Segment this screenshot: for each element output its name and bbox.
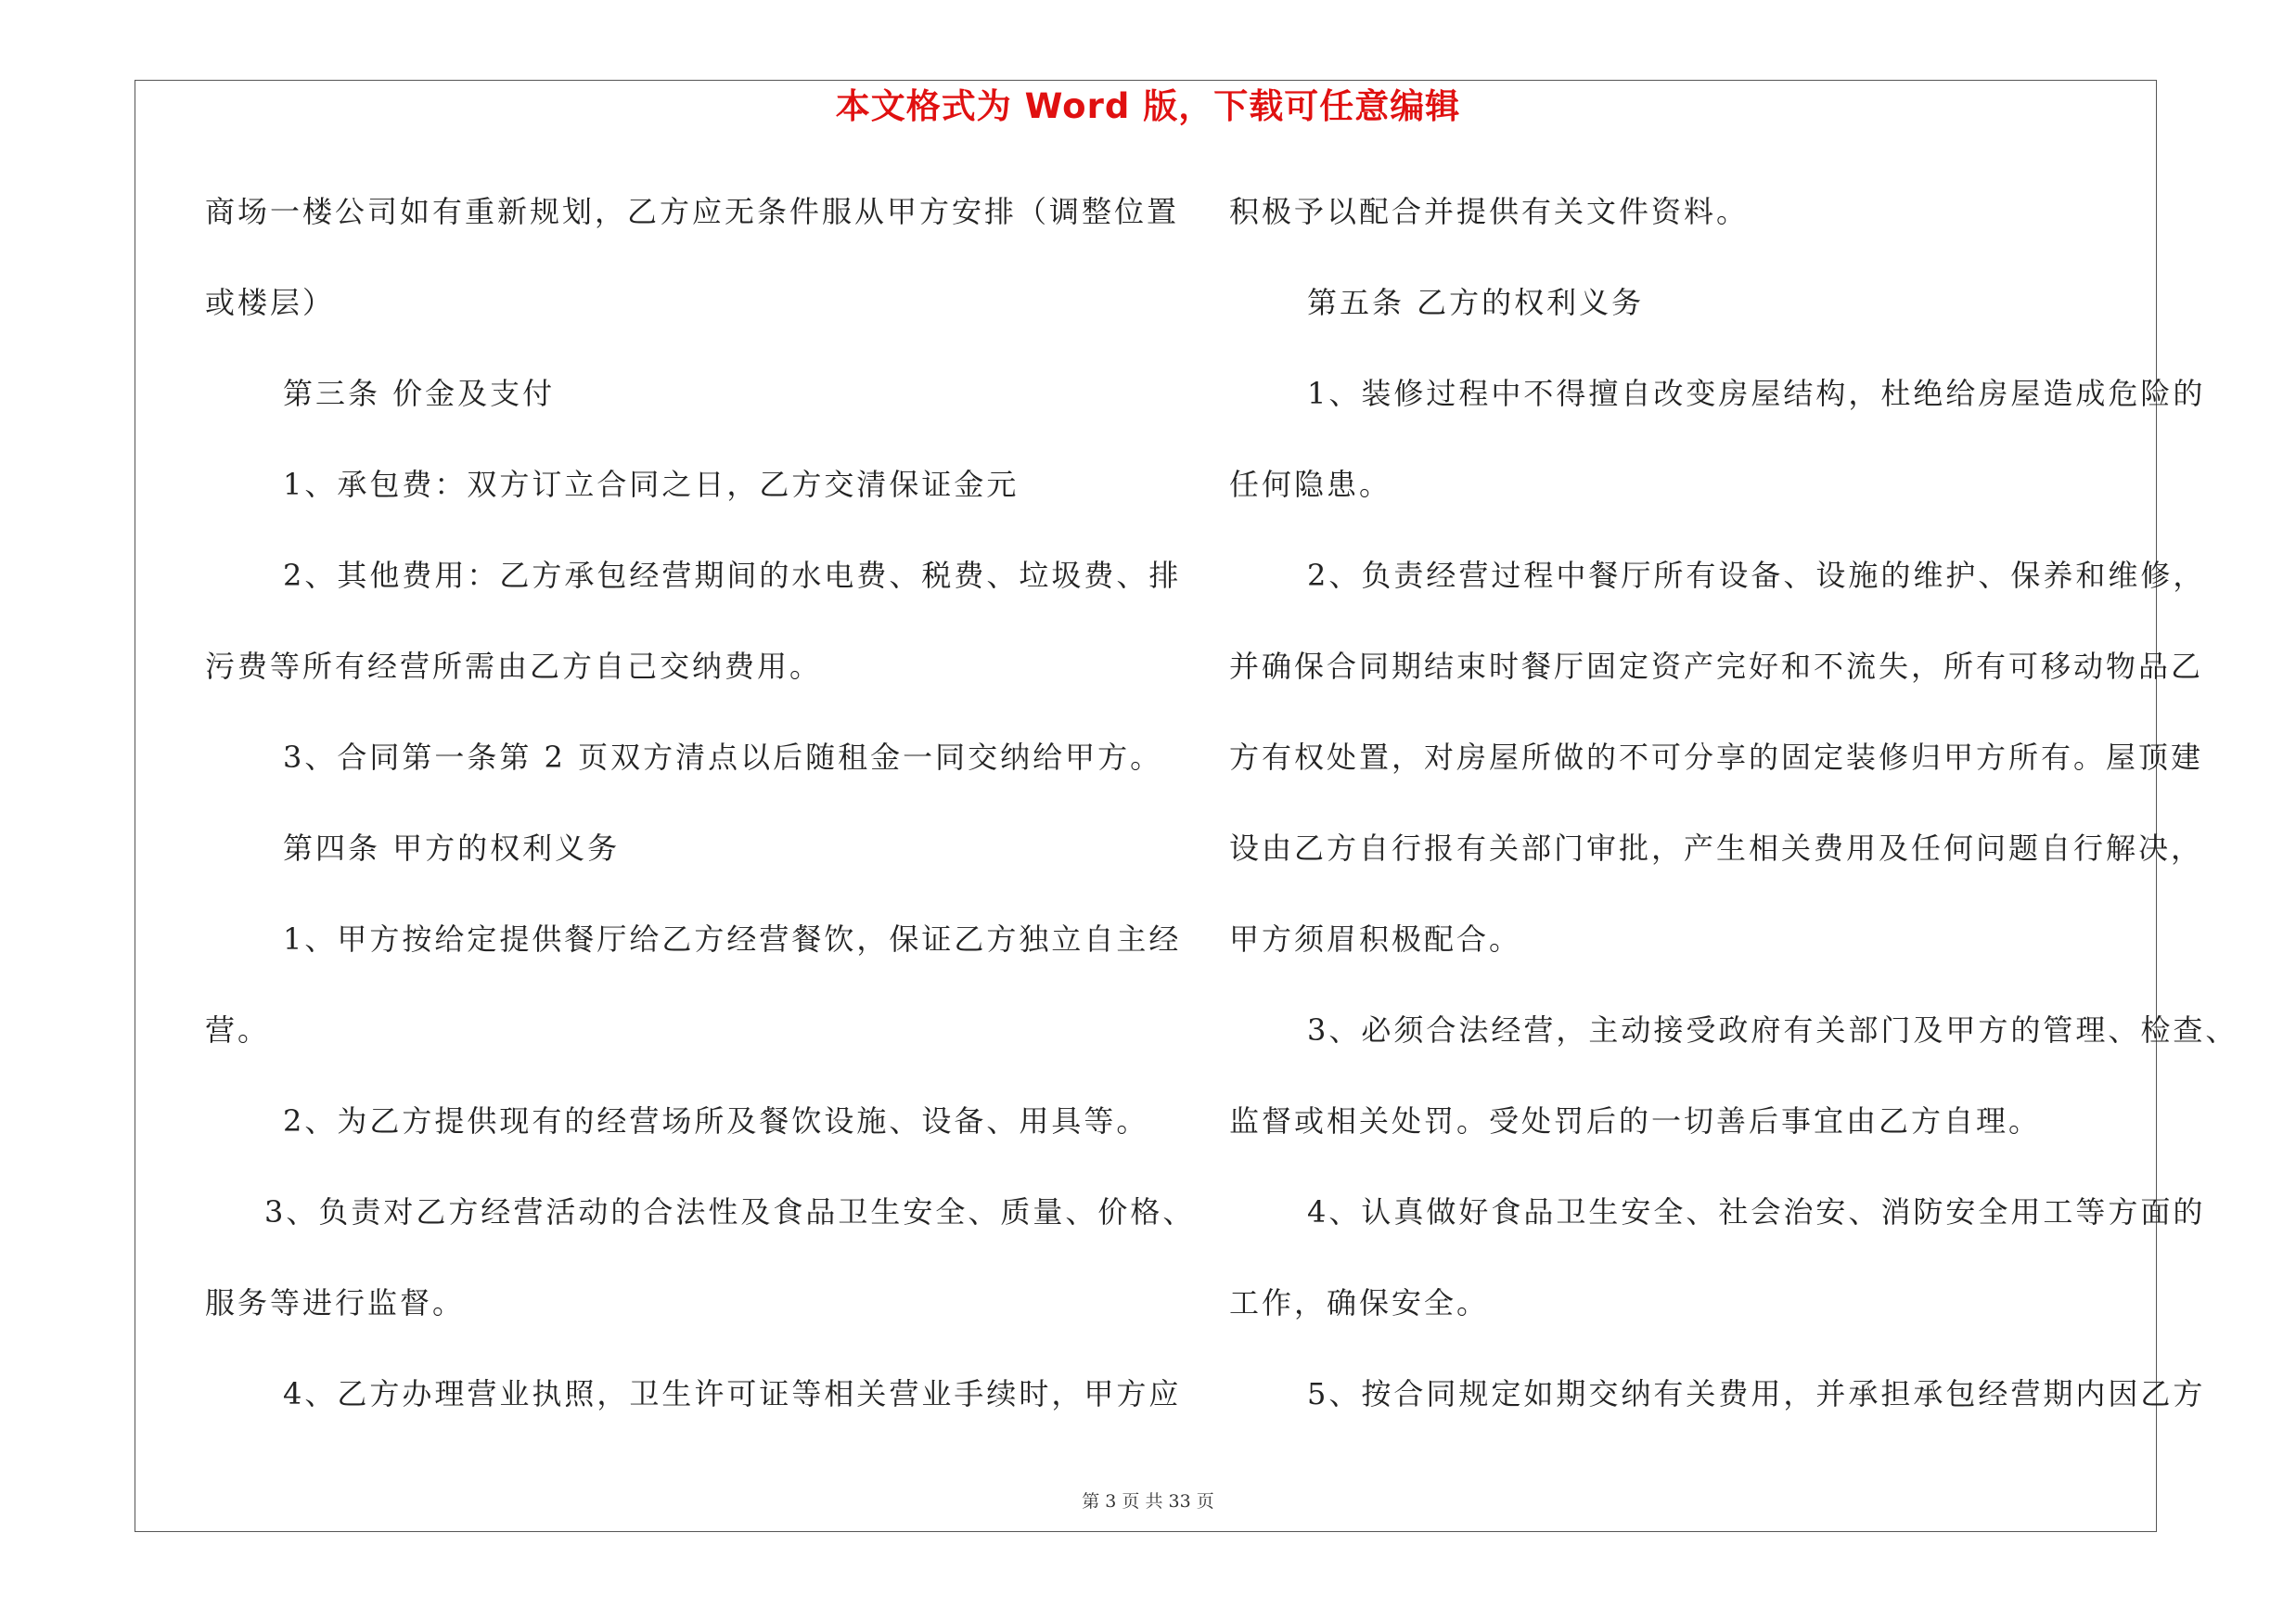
left-text-line: 1、承包费：双方订立合同之日，乙方交清保证金元	[283, 467, 1020, 502]
right-text-line: 积极予以配合并提供有关文件资料。	[1229, 194, 1750, 229]
left-text-line: 3、合同第一条第 2 页双方清点以后随租金一同交纳给甲方。	[283, 740, 1163, 775]
right-text-line: 第五条 乙方的权利义务	[1307, 285, 1645, 320]
right-text-line: 1、装修过程中不得擅自改变房屋结构，杜绝给房屋造成危险的	[1307, 376, 2206, 411]
right-text-line: 4、认真做好食品卫生安全、社会治安、消防安全用工等方面的	[1307, 1194, 2206, 1230]
left-text-line: 2、为乙方提供现有的经营场所及餐饮设施、设备、用具等。	[283, 1103, 1149, 1139]
right-text-line: 设由乙方自行报有关部门审批，产生相关费用及任何问题自行解决，	[1229, 831, 2204, 866]
right-text-line: 并确保合同期结束时餐厅固定资产完好和不流失，所有可移动物品乙	[1229, 649, 2204, 684]
left-text-line: 2、其他费用：乙方承包经营期间的水电费、税费、垃圾费、排	[283, 558, 1182, 593]
left-text-line: 3、负责对乙方经营活动的合法性及食品卫生安全、质量、价格、	[264, 1194, 1196, 1230]
left-text-line: 第四条 甲方的权利义务	[283, 831, 621, 866]
right-text-line: 方有权处置，对房屋所做的不可分享的固定装修归甲方所有。屋顶建	[1229, 740, 2204, 775]
left-text-line: 或楼层）	[205, 285, 336, 320]
right-text-line: 5、按合同规定如期交纳有关费用，并承担承包经营期内因乙方	[1307, 1376, 2206, 1411]
left-text-line: 污费等所有经营所需由乙方自己交纳费用。	[205, 649, 823, 684]
right-text-line: 2、负责经营过程中餐厅所有设备、设施的维护、保养和维修，	[1307, 558, 2206, 593]
left-text-line: 营。	[205, 1012, 271, 1048]
format-banner: 本文格式为 Word 版，下载可任意编辑	[835, 86, 1461, 126]
right-text-line: 监督或相关处罚。受处罚后的一切善后事宜由乙方自理。	[1229, 1103, 2042, 1139]
right-text-line: 工作，确保安全。	[1229, 1285, 1490, 1320]
right-text-line: 3、必须合法经营，主动接受政府有关部门及甲方的管理、检查、	[1307, 1012, 2238, 1048]
right-text-line: 甲方须眉积极配合。	[1229, 921, 1522, 957]
left-text-line: 服务等进行监督。	[205, 1285, 466, 1320]
page-footer: 第 3 页 共 33 页	[1082, 1491, 1214, 1512]
left-text-line: 商场一楼公司如有重新规划，乙方应无条件服从甲方安排（调整位置	[205, 194, 1180, 229]
right-text-line: 任何隐患。	[1229, 467, 1392, 502]
left-text-line: 第三条 价金及支付	[283, 376, 556, 411]
left-text-line: 4、乙方办理营业执照，卫生许可证等相关营业手续时，甲方应	[283, 1376, 1182, 1411]
left-text-line: 1、甲方按给定提供餐厅给乙方经营餐饮，保证乙方独立自主经	[283, 921, 1182, 957]
